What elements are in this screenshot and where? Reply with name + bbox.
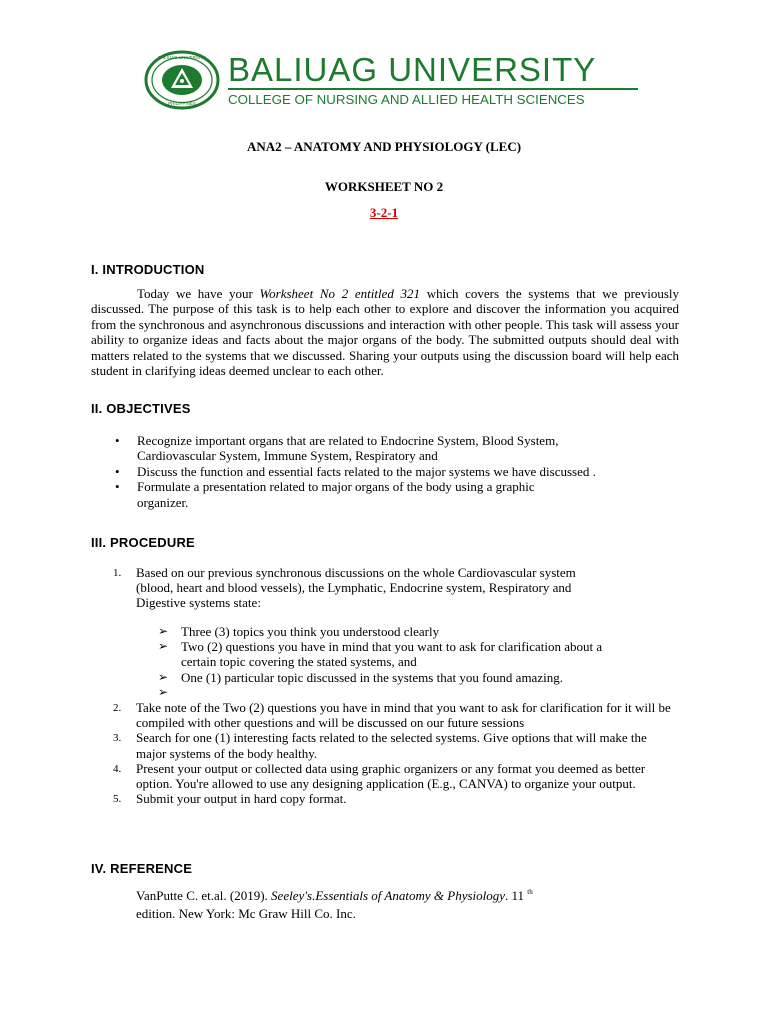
procedure-step: [91, 761, 676, 791]
intro-worksheet-name: Worksheet No 2 entitled 321: [259, 286, 421, 301]
intro-text-rest: which covers the systems that we previously discussed. The purpose of this task is to help each other to explore and discover the information you acquired from the synchronous and asynchronous discussions and interaction with other people. This task will assess your ability to organize ideas and facts about the major organs of the body. The submitted outputs should deal with matters related to the systems that we discussed. Sharing your outputs using the discussion board will help each student in clarifying ideas deemed unclear to each other.: [91, 286, 679, 379]
university-name: BALIUAG UNIVERSITY: [228, 51, 597, 88]
procedure-list-continued: [91, 700, 691, 806]
sub-item-text: Two (2) questions you have in mind that you want to ask for clarification about a certain topic covering the stated systems, and: [181, 639, 603, 670]
arrow-bullet-icon: ➢: [158, 624, 169, 638]
sub-item: [136, 670, 611, 685]
sub-item: [136, 639, 611, 669]
step-number: 1.: [113, 567, 122, 579]
course-title: ANA2 – ANATOMY AND PHYSIOLOGY (LEC): [246, 139, 522, 154]
procedure-step: [91, 791, 676, 806]
objective-item: [91, 464, 697, 479]
objective-text: Formulate a presentation related to major organs of the body using a graphic organizer.: [137, 479, 535, 510]
step-number: 5.: [113, 793, 122, 806]
reference-edition-suffix: th: [527, 888, 533, 896]
procedure-step: [91, 565, 606, 611]
objective-item: [91, 433, 577, 464]
sub-item-text: One (1) particular topic discussed in the systems that you found amazing.: [181, 669, 563, 685]
step-text: Present your output or collected data using graphic organizers or any format you deemed as better option. You're allowed to use any designing application (E.g., CANVA) to organize your output.: [136, 760, 646, 792]
arrow-bullet-icon: ➢: [158, 684, 169, 699]
worksheet-code: 3-2-1: [369, 205, 399, 220]
reference-book-title: Seeley's.Essentials of Anatomy & Physiology: [271, 888, 506, 903]
introduction-paragraph: [91, 286, 679, 378]
sub-item-text: Three (3) topics you think you understood clearly: [181, 624, 440, 639]
reference-publisher: edition. New York: Mc Graw Hill Co. Inc.: [136, 906, 356, 921]
university-seal-icon: [143, 50, 221, 110]
step-number: 4.: [113, 762, 122, 775]
bullet-icon: •: [115, 463, 120, 479]
reference-edition: . 11: [505, 888, 525, 903]
step-text: Based on our previous synchronous discussions on the whole Cardiovascular system (blood, heart and blood vessels), the Lymphatic, Endocrine system, Respiratory and Digestive systems state:: [136, 565, 576, 611]
step-text: Submit your output in hard copy format.: [136, 791, 347, 807]
arrow-bullet-icon: ➢: [158, 669, 169, 684]
arrow-bullet-icon: ➢: [158, 639, 169, 654]
objectives-heading: II. OBJECTIVES: [91, 401, 191, 416]
worksheet-title: WORKSHEET NO 2: [324, 179, 444, 194]
svg-text:PHILIPPINES: PHILIPPINES: [168, 101, 196, 106]
introduction-heading: I. INTRODUCTION: [91, 262, 205, 277]
svg-text:BALIUAG UNIVERSITY: BALIUAG UNIVERSITY: [158, 55, 206, 60]
college-name: COLLEGE OF NURSING AND ALLIED HEALTH SCIENCES: [228, 92, 585, 107]
intro-text-start: Today we have your: [137, 286, 260, 301]
step-text: Take note of the Two (2) questions you have in mind that you want to ask for clarification for it will be compiled with other questions and will be discussed on our future sessions: [136, 700, 671, 731]
step-number: 3.: [113, 732, 122, 745]
reference-authors: VanPutte C. et.al. (2019).: [136, 888, 272, 903]
reference-heading: IV. REFERENCE: [91, 861, 193, 876]
procedure-list: [91, 565, 691, 625]
sub-item: [136, 624, 611, 639]
reference-citation: [136, 883, 606, 923]
objective-text: Discuss the function and essential facts related to the major systems we have discussed .: [137, 463, 596, 479]
header-divider: [228, 88, 638, 90]
objective-text: Recognize important organs that are related to Endocrine System, Blood System, Cardiovascular System, Immune System, Respiratory and: [137, 433, 559, 464]
step-number: 2.: [113, 702, 122, 714]
objectives-list: [91, 433, 681, 510]
bullet-icon: •: [115, 433, 120, 448]
procedure-sublist: [136, 624, 656, 700]
procedure-step: [91, 730, 666, 760]
procedure-heading: III. PROCEDURE: [91, 535, 195, 550]
sub-item: [136, 685, 611, 700]
step-text: Search for one (1) interesting facts related to the selected systems. Give options that will make the major systems of the body healthy.: [136, 730, 647, 761]
bullet-icon: •: [115, 479, 120, 495]
procedure-step: [91, 700, 676, 730]
objective-item: [91, 479, 577, 510]
